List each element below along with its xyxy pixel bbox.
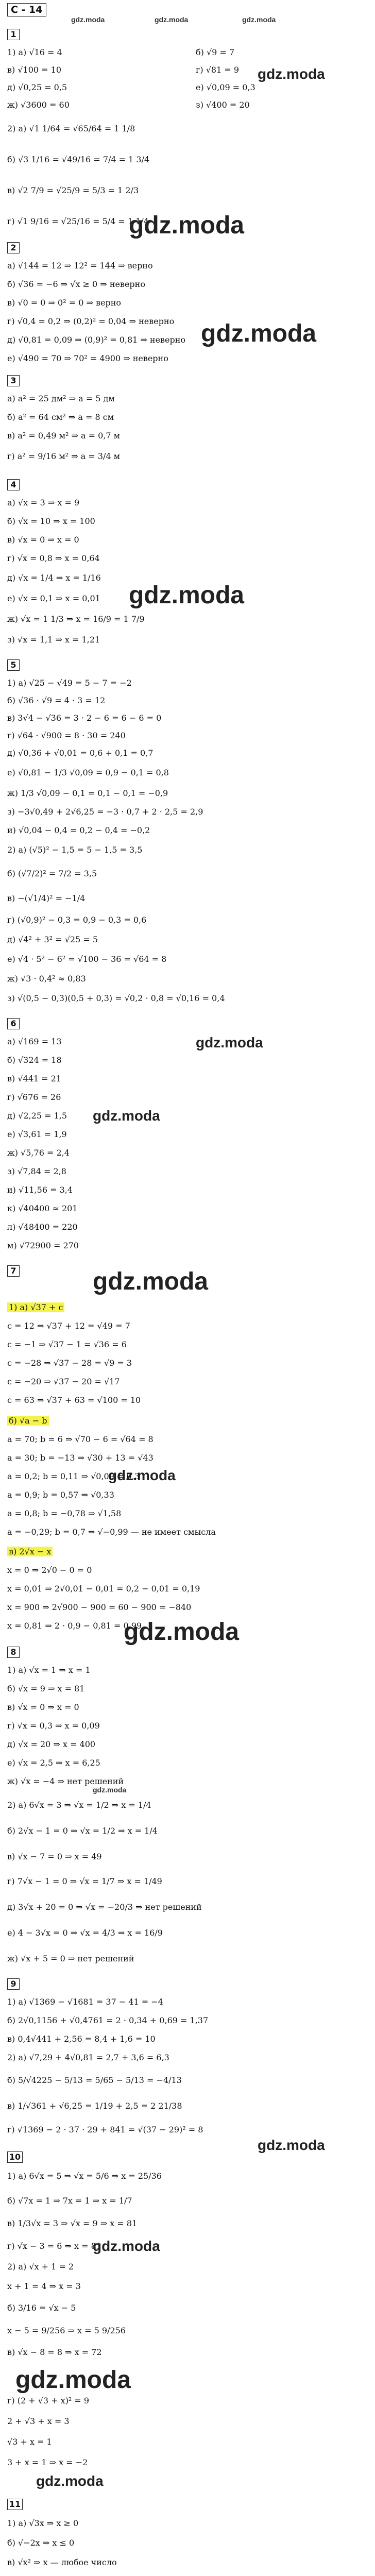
highlighted-expression: в) 2√x − x (7, 1547, 53, 1556)
solution-line: в) 1/3√x = 3 ⇒ √x = 9 ⇒ x = 81 (7, 2218, 138, 2228)
solution-line: д) √2,25 = 1,5 (7, 1111, 67, 1121)
solution-line: 2) а) √1 1/64 = √65/64 = 1 1/8 (7, 124, 135, 133)
solution-line: a = 30; b = −13 ⇒ √30 + 13 = √43 (7, 1453, 154, 1463)
solution-line: в) √2 7/9 = √25/9 = 5/3 = 1 2/3 (7, 185, 139, 195)
solution-line: г) a² = 9/16 м² ⇒ a = 3/4 м (7, 451, 121, 461)
solution-line: ж) 1/3 √0,09 − 0,1 = 0,1 − 0,1 = −0,9 (7, 788, 168, 798)
solution-line: з) √x = 1,1 ⇒ x = 1,21 (7, 635, 100, 645)
solution-line: в) √x = 0 ⇒ x = 0 (7, 1702, 79, 1712)
solution-line-highlighted (7, 1416, 49, 1426)
solution-line: е) √0,09 = 0,3 (196, 82, 255, 92)
solution-line: б) √x = 9 ⇒ x = 81 (7, 1684, 85, 1693)
solution-line: г) √x = 0,8 ⇒ x = 0,64 (7, 553, 100, 563)
watermark: gdz.moda (124, 1618, 239, 1646)
solution-line: г) (√0,9)² − 0,3 = 0,9 − 0,3 = 0,6 (7, 915, 147, 925)
solution-line: 1) а) √x = 1 ⇒ x = 1 (7, 1665, 91, 1675)
solution-line: к) √40400 ≈ 201 (7, 1204, 78, 1213)
section-number: 1 (7, 29, 20, 40)
solution-line: a = 0,9; b = 0,57 ⇒ √0,33 (7, 1490, 114, 1500)
solution-line: д) √x = 1/4 ⇒ x = 1/16 (7, 573, 101, 583)
solution-line: г) √x − 3 = 6 ⇒ x = 81 (7, 2241, 101, 2251)
solution-line: в) √x² ⇒ x — любое число (7, 2557, 117, 2567)
solution-line: б) 5/√4225 − 5/13 = 5/65 − 5/13 = −4/13 (7, 2075, 182, 2085)
solution-line: г) √0,4 = 0,2 ⇒ (0,2)² = 0,04 ⇒ неверно (7, 316, 175, 326)
solution-line: б) √36 · √9 = 4 · 3 = 12 (7, 696, 106, 705)
solution-line: б) √9 = 7 (196, 47, 235, 57)
solution-line: б) √−2x ⇒ x ≤ 0 (7, 2538, 75, 2548)
solution-line: 3 + x = 1 ⇒ x = −2 (7, 2458, 88, 2467)
solution-line: б) √7x = 1 ⇒ 7x = 1 ⇒ x = 1/7 (7, 2196, 132, 2206)
watermark: gdz.moda (196, 1035, 263, 1050)
solution-line: а) √x = 3 ⇒ x = 9 (7, 498, 80, 507)
solution-line: 2) а) 6√x = 3 ⇒ √x = 1/2 ⇒ x = 1/4 (7, 1800, 151, 1810)
solution-line: c = −28 ⇒ √37 − 28 = √9 = 3 (7, 1358, 132, 1368)
solution-line: е) √4 · 5² − 6² = √100 − 36 = √64 = 8 (7, 954, 167, 964)
watermark: gdz.moda (129, 582, 244, 609)
solution-line: з) √(0,5 − 0,3)(0,5 + 0,3) = √0,2 · 0,8 = √0,16 = 0,4 (7, 993, 225, 1003)
solution-line: е) √x = 2,5 ⇒ x = 6,25 (7, 1758, 100, 1768)
solution-line: a = 70; b = 6 ⇒ √70 − 6 = √64 = 8 (7, 1434, 154, 1444)
solution-line: б) √36 = −6 ⇒ √x ≥ 0 ⇒ неверно (7, 279, 145, 289)
solution-line: з) √400 = 20 (196, 100, 250, 110)
solution-line: г) √676 = 26 (7, 1092, 61, 1102)
solution-line: д) √0,25 = 0,5 (7, 82, 67, 92)
solution-line: ж) √x + 5 = 0 ⇒ нет решений (7, 1954, 134, 1963)
watermark: gdz.moda (93, 1108, 160, 1124)
solution-line: ж) √3600 = 60 (7, 100, 70, 110)
solution-line: е) √x = 0,1 ⇒ x = 0,01 (7, 594, 100, 603)
solution-line: x = 0 ⇒ 2√0 − 0 = 0 (7, 1565, 92, 1575)
solution-line: ж) √5,76 = 2,4 (7, 1148, 70, 1158)
solution-line-highlighted (7, 1547, 53, 1556)
solution-line: е) √490 = 70 ⇒ 70² = 4900 ⇒ неверно (7, 353, 168, 363)
solution-line: x = 900 ⇒ 2√900 − 900 = 60 − 900 = −840 (7, 1602, 192, 1612)
solution-line: c = −20 ⇒ √37 − 20 = √17 (7, 1377, 120, 1386)
solution-line: г) √1369 − 2 · 37 · 29 + 841 = √(37 − 29)² = 8 (7, 2125, 203, 2134)
watermark: gdz.moda (36, 2473, 104, 2489)
solution-line: c = −1 ⇒ √37 − 1 = √36 = 6 (7, 1340, 127, 1349)
section-number: 7 (7, 1265, 20, 1277)
solution-line: е) √0,81 − 1/3 √0,09 = 0,9 − 0,1 = 0,8 (7, 768, 169, 777)
solution-line: 1) а) 6√x = 5 ⇒ √x = 5/6 ⇒ x = 25/36 (7, 2171, 162, 2181)
solution-line: г) √x = 0,3 ⇒ x = 0,09 (7, 1721, 100, 1731)
solution-line: ж) √x = −4 ⇒ нет решений (7, 1776, 124, 1786)
watermark: gdz.moda (258, 2137, 325, 2153)
solution-line: 2) а) √7,29 + 4√0,81 = 2,7 + 3,6 = 6,3 (7, 2053, 169, 2062)
solution-line: д) √4² + 3² = √25 = 5 (7, 935, 98, 944)
section-number: 5 (7, 659, 20, 671)
watermark: gdz.moda (15, 2366, 131, 2394)
highlighted-expression: б) √a − b (7, 1416, 49, 1426)
solution-line: б) √324 = 18 (7, 1055, 62, 1065)
solution-line: в) −(√1/4)² = −1/4 (7, 893, 86, 903)
highlighted-expression: 1) а) √37 + c (7, 1302, 64, 1312)
solution-line: д) 3√x + 20 = 0 ⇒ √x = −20/3 ⇒ нет решений (7, 1902, 202, 1912)
solution-line-highlighted (7, 1302, 64, 1312)
solution-line: в) 1/√361 + √6,25 = 1/19 + 2,5 = 2 21/38 (7, 2101, 182, 2111)
solution-line: а) √144 = 12 ⇒ 12² = 144 ⇒ верно (7, 261, 153, 270)
solution-line: в) 3√4 − √36 = 3 · 2 − 6 = 6 − 6 = 0 (7, 713, 162, 723)
solution-line: а) a² = 25 дм² ⇒ a = 5 дм (7, 394, 115, 403)
solution-line: г) √81 = 9 (196, 65, 240, 75)
solution-line: и) √0,04 − 0,4 = 0,2 − 0,4 = −0,2 (7, 825, 150, 835)
solution-line: c = 12 ⇒ √37 + 12 = √49 = 7 (7, 1321, 130, 1331)
solution-line: в) a² = 0,49 м² ⇒ a = 0,7 м (7, 431, 121, 440)
solution-line: е) √3,61 = 1,9 (7, 1129, 67, 1139)
solution-line: a = 0,2; b = 0,11 ⇒ √0,09 = 0,3 (7, 1471, 140, 1481)
solution-line: б) √x = 10 ⇒ x = 100 (7, 516, 95, 526)
solution-line: a = 0,8; b = −0,78 ⇒ √1,58 (7, 1509, 122, 1518)
solution-line: 2) а) √x + 1 = 2 (7, 2262, 74, 2272)
watermark: gdz.moda (242, 15, 276, 24)
solution-line: 1) а) √1369 − √1681 = 37 − 41 = −4 (7, 1997, 163, 2007)
solution-line: в) √0 = 0 ⇒ 0² = 0 ⇒ верно (7, 298, 121, 308)
solution-line: 2) а) (√5)² − 1,5 = 5 − 1,5 = 3,5 (7, 845, 143, 855)
watermark: gdz.moda (258, 66, 325, 82)
solution-line: б) 2√0,1156 + √0,4761 = 2 · 0,34 + 0,69 = 1,37 (7, 2015, 209, 2025)
solution-line: в) √x − 7 = 0 ⇒ x = 49 (7, 1852, 102, 1861)
solution-line: ж) √3 · 0,4² ≈ 0,83 (7, 974, 86, 984)
watermark: gdz.moda (71, 15, 105, 24)
section-number: 10 (7, 2151, 23, 2163)
solution-line: г) 7√x − 1 = 0 ⇒ √x = 1/7 ⇒ x = 1/49 (7, 1876, 162, 1886)
section-number: 3 (7, 375, 20, 386)
solution-line: л) √48400 = 220 (7, 1222, 78, 1232)
solution-line: г) √64 · √900 = 8 · 30 = 240 (7, 731, 126, 740)
solution-line: е) 4 − 3√x = 0 ⇒ √x = 4/3 ⇒ x = 16/9 (7, 1928, 163, 1938)
solution-line: б) a² = 64 см² ⇒ a = 8 см (7, 412, 114, 422)
solution-line: з) −3√0,49 + 2√6,25 = −3 · 0,7 + 2 · 2,5 = 2,9 (7, 807, 203, 817)
section-number: 11 (7, 2499, 23, 2510)
solution-line: x − 5 = 9/256 ⇒ x = 5 9/256 (7, 2326, 126, 2335)
solution-line: x = 0,81 ⇒ 2 · 0,9 − 0,81 = 0,99 (7, 1621, 142, 1631)
solution-line: а) √169 = 13 (7, 1037, 62, 1046)
section-number: 6 (7, 1018, 20, 1029)
solution-line: б) 3/16 = √x − 5 (7, 2303, 76, 2313)
solution-line: д) √0,81 = 0,09 ⇒ (0,9)² = 0,81 ⇒ неверно (7, 335, 186, 345)
solution-line: д) √x = 20 ⇒ x = 400 (7, 1739, 96, 1749)
watermark: gdz.moda (155, 15, 189, 24)
solution-line: 1) а) √25 − √49 = 5 − 7 = −2 (7, 678, 132, 688)
solution-line: x + 1 = 4 ⇒ x = 3 (7, 2281, 81, 2291)
watermark: gdz.moda (201, 320, 316, 347)
solution-line: в) √x = 0 ⇒ x = 0 (7, 535, 79, 545)
solution-line: г) √1 9/16 = √25/16 = 5/4 = 1 1/4 (7, 216, 149, 226)
solution-line: 1) а) √16 = 4 (7, 47, 62, 57)
solution-line: ж) √x = 1 1/3 ⇒ x = 16/9 = 1 7/9 (7, 614, 145, 624)
watermark: gdz.moda (108, 1467, 176, 1483)
section-number: 4 (7, 479, 20, 490)
solution-line: д) √0,36 + √0,01 = 0,6 + 0,1 = 0,7 (7, 748, 154, 758)
solution-line: x = 0,01 ⇒ 2√0,01 − 0,01 = 0,2 − 0,01 = 0,19 (7, 1584, 200, 1594)
solution-line: в) √100 = 10 (7, 65, 62, 75)
exercise-header: С - 14 (7, 3, 46, 16)
solution-line: √3 + x = 1 (7, 2437, 52, 2447)
solution-line: г) (2 + √3 + x)² = 9 (7, 2396, 90, 2405)
solution-line: в) √x − 8 = 8 ⇒ x = 72 (7, 2347, 102, 2357)
solution-line: и) √11,56 = 3,4 (7, 1185, 73, 1195)
solution-line: 2 + √3 + x = 3 (7, 2416, 70, 2426)
section-number: 2 (7, 242, 20, 253)
watermark: gdz.moda (93, 1268, 208, 1295)
solution-line: м) √72900 = 270 (7, 1241, 79, 1250)
watermark: gdz.moda (93, 1786, 127, 1794)
solution-line: в) 0,4√441 + 2,56 = 8,4 + 1,6 = 10 (7, 2034, 156, 2044)
solution-line: c = 63 ⇒ √37 + 63 = √100 = 10 (7, 1395, 141, 1405)
solution-line: в) √441 = 21 (7, 1074, 62, 1083)
solution-line: б) 2√x − 1 = 0 ⇒ √x = 1/2 ⇒ x = 1/4 (7, 1826, 158, 1836)
solution-line: з) √7,84 = 2,8 (7, 1166, 66, 1176)
solution-line: б) √3 1/16 = √49/16 = 7/4 = 1 3/4 (7, 155, 150, 164)
watermark: gdz.moda (93, 2238, 160, 2254)
section-number: 8 (7, 1647, 20, 1658)
solution-line: a = −0,29; b = 0,7 ⇒ √−0,99 — не имеет смысла (7, 1527, 216, 1537)
section-number: 9 (7, 1978, 20, 1990)
watermark: gdz.moda (129, 212, 244, 239)
solution-line: б) (√7/2)² = 7/2 = 3,5 (7, 869, 97, 878)
solution-line: 1) а) √3x ⇒ x ≥ 0 (7, 2518, 79, 2528)
